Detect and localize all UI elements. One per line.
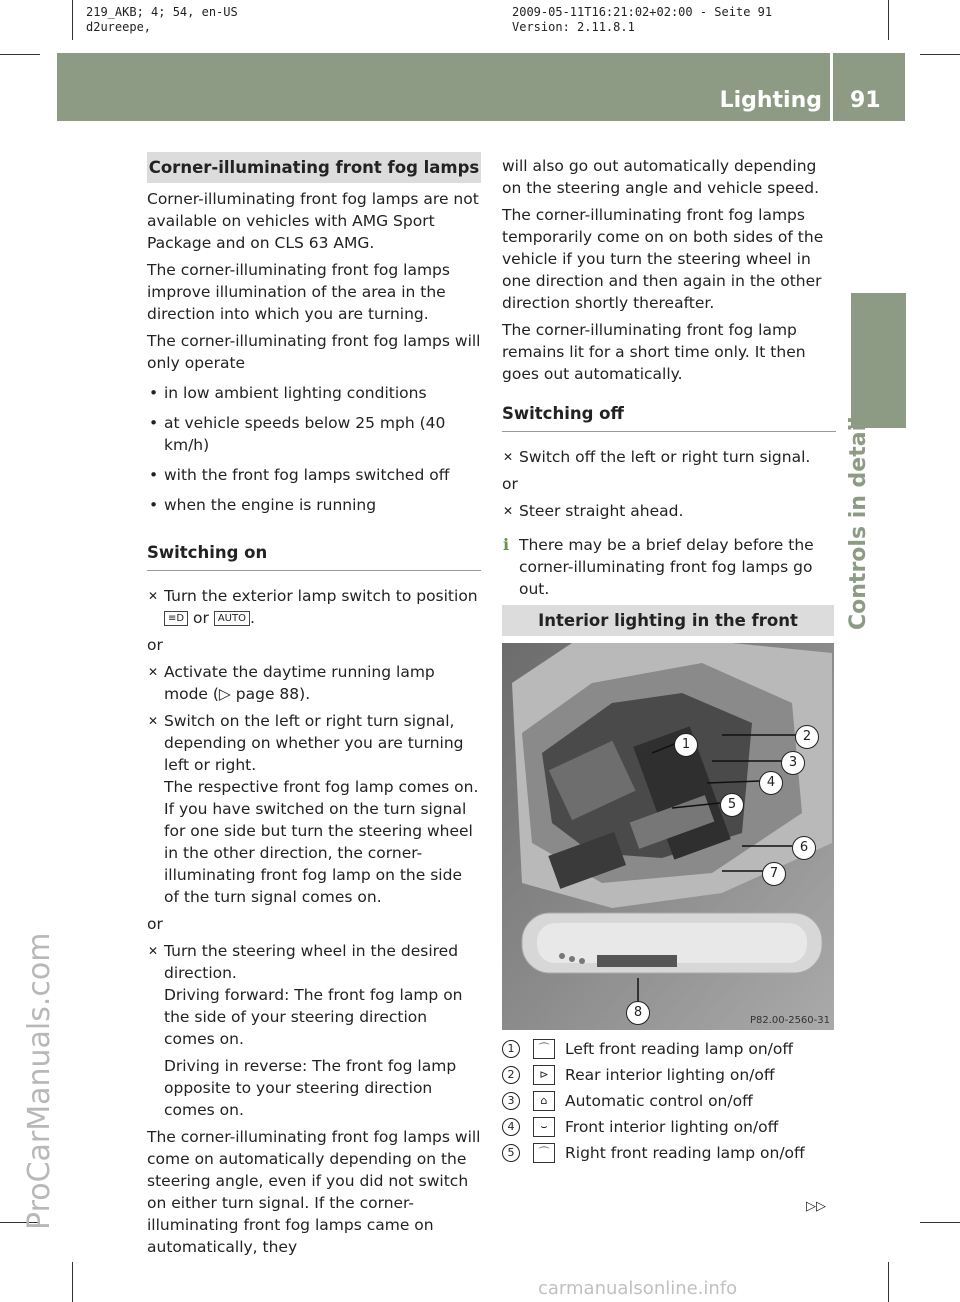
bullet-text: at vehicle speeds below 25 mph (40 km/h) xyxy=(164,414,446,454)
step-arrow-icon: ✕ xyxy=(503,504,514,518)
info-icon: i xyxy=(503,535,510,554)
step-text: Steer straight ahead. xyxy=(519,502,684,520)
crop-mark xyxy=(72,0,73,40)
step-text: Turn the steering wheel in the desired direction. xyxy=(164,942,459,982)
crop-mark xyxy=(888,1262,889,1302)
note xyxy=(502,534,836,600)
step-arrow-icon: ✕ xyxy=(148,589,159,603)
legend-text: Rear interior lighting on/off xyxy=(565,1066,775,1084)
step-result: Driving in reverse: The front fog lamp opposite to your steering direction comes on. xyxy=(164,1057,457,1119)
or-text: or xyxy=(147,915,163,933)
legend-text: Front interior lighting on/off xyxy=(565,1118,779,1136)
or-text: or xyxy=(147,636,163,654)
bullet-item xyxy=(147,464,481,486)
bullet-item xyxy=(147,382,481,404)
legend-row xyxy=(502,1116,836,1142)
callout-6: 6 xyxy=(792,834,816,858)
reading-lamp-icon: ⌒ xyxy=(533,1039,555,1059)
page-number: 91 xyxy=(850,88,881,113)
note-text: There may be a brief delay before the corner-illuminating front fog lamps go out. xyxy=(519,536,814,598)
legend xyxy=(502,1038,836,1168)
instruction-step: ✕ Turn the exterior lamp switch to position ≡D or AUTO . xyxy=(148,587,478,627)
print-meta-line: 219_AKB; 4; 54, en-US xyxy=(86,5,238,19)
bullet-text: when the engine is running xyxy=(164,496,377,514)
callout-2: 2 xyxy=(795,723,819,747)
instruction-step xyxy=(147,661,481,705)
side-section-label: Controls in detail xyxy=(846,416,871,630)
auto-symbol-icon: AUTO xyxy=(214,611,250,626)
step-arrow-icon: ✕ xyxy=(148,714,159,728)
continued-marker-icon: ▷▷ xyxy=(806,1199,826,1214)
crop-mark xyxy=(920,54,960,55)
right-column xyxy=(502,155,836,600)
paragraph: The corner-illuminating front fog lamps will only operate xyxy=(147,332,481,372)
bullet-marker: • xyxy=(149,414,159,432)
legend-number: 3 xyxy=(502,1092,520,1110)
callout-4: 4 xyxy=(759,769,783,793)
legend-row xyxy=(502,1090,836,1116)
or-text: or xyxy=(502,475,518,493)
legend-row xyxy=(502,1064,836,1090)
callout-1: 1 xyxy=(674,731,698,755)
watermark: ProCarManuals.com xyxy=(22,932,57,1230)
bullet-marker: • xyxy=(149,466,159,484)
crop-mark xyxy=(888,0,889,40)
step-arrow-icon: ✕ xyxy=(148,665,159,679)
paragraph: The corner-illuminating front fog lamps will come on automatically depending on the steering angle, even if you did not switch on either turn signal. If the corner-illuminating front fog lamps came on automatically, they xyxy=(147,1128,481,1256)
callout-7: 7 xyxy=(762,860,786,884)
bullet-item xyxy=(147,412,481,456)
image-code: P82.00-2560-31 xyxy=(749,1015,830,1026)
print-meta-line: Version: 2.11.8.1 xyxy=(512,20,635,34)
bullet-text: in low ambient lighting conditions xyxy=(164,384,427,402)
sub-heading: Switching off xyxy=(502,403,836,432)
step-text: Switch on the left or right turn signal, depending on whether you are turning left or right. xyxy=(164,712,464,774)
paragraph: The corner-illuminating front fog lamp remains lit for a short time only. It then goes out automatically. xyxy=(502,321,806,383)
rear-lighting-icon: ⊳ xyxy=(533,1065,555,1085)
step-result-block xyxy=(147,1055,481,1121)
bullet-marker: • xyxy=(149,384,159,402)
legend-text: Automatic control on/off xyxy=(565,1092,753,1110)
step-arrow-icon: ✕ xyxy=(148,944,159,958)
chapter-title: Lighting xyxy=(719,88,822,113)
step-result: The respective front fog lamp comes on. If you have switched on the turn signal for one side but turn the steering wheel in the other direction, the corner-illuminating front fog lamp on the side of the turn signal comes on. xyxy=(164,778,479,906)
legend-number: 4 xyxy=(502,1118,520,1136)
paragraph: will also go out automatically depending on the steering angle and vehicle speed. xyxy=(502,157,819,197)
bullet-text: with the front fog lamps switched off xyxy=(164,466,450,484)
bottom-watermark: carmanualsonline.info xyxy=(538,1278,738,1299)
instruction-step xyxy=(147,940,481,1050)
crop-mark xyxy=(72,1262,73,1302)
callout-8: 8 xyxy=(626,999,650,1023)
sub-heading: Switching on xyxy=(147,542,481,571)
legend-text: Right front reading lamp on/off xyxy=(565,1144,805,1162)
reading-lamp-icon: ⌒ xyxy=(533,1143,555,1163)
section-heading: Interior lighting in the front xyxy=(502,605,834,636)
legend-number: 2 xyxy=(502,1066,520,1084)
callout-5: 5 xyxy=(720,791,744,815)
step-text: Switch off the left or right turn signal. xyxy=(519,448,811,466)
paragraph: The corner-illuminating front fog lamps improve illumination of the area in the direction into which you are turning. xyxy=(147,261,450,323)
auto-control-icon: ⌂ xyxy=(533,1091,555,1111)
bullet-item xyxy=(147,494,481,516)
header-divider xyxy=(830,53,833,121)
overhead-console-image xyxy=(502,643,834,1030)
crop-mark xyxy=(920,1222,960,1223)
legend-number: 1 xyxy=(502,1040,520,1058)
step-text: Activate the daytime running lamp mode (▷ page 88). xyxy=(164,663,435,703)
legend-number: 5 xyxy=(502,1144,520,1162)
crop-mark xyxy=(0,54,40,55)
legend-row xyxy=(502,1038,836,1064)
instruction-step xyxy=(502,500,836,522)
side-tab-marker xyxy=(851,293,906,428)
paragraph: The corner-illuminating front fog lamps temporarily come on on both sides of the vehicle if you turn the steering wheel in one direction and then again in the other direction shortly thereafter. xyxy=(502,206,824,312)
console-illustration xyxy=(502,643,834,1030)
legend-text: Left front reading lamp on/off xyxy=(565,1040,794,1058)
left-column xyxy=(147,152,481,1258)
callout-3: 3 xyxy=(781,749,805,773)
instruction-step xyxy=(502,446,836,468)
section-heading: Corner-illuminating front fog lamps xyxy=(147,152,481,183)
lowbeam-symbol-icon: ≡D xyxy=(164,611,188,626)
bullet-marker: • xyxy=(149,496,159,514)
step-text: Turn the exterior lamp switch to position xyxy=(164,587,478,605)
print-meta-line: d2ureepe, xyxy=(86,20,152,34)
print-meta-line: 2009-05-11T16:21:02+02:00 - Seite 91 xyxy=(512,5,773,19)
legend-row xyxy=(502,1142,836,1168)
step-arrow-icon: ✕ xyxy=(503,450,514,464)
step-text: or xyxy=(193,609,209,627)
step-result: Driving forward: The front fog lamp on the side of your steering direction comes on. xyxy=(164,986,463,1048)
instruction-step xyxy=(147,710,481,908)
paragraph: Corner-illuminating front fog lamps are not available on vehicles with AMG Sport Package and on CLS 63 AMG. xyxy=(147,190,479,252)
front-lighting-icon: ⌣ xyxy=(533,1117,555,1137)
